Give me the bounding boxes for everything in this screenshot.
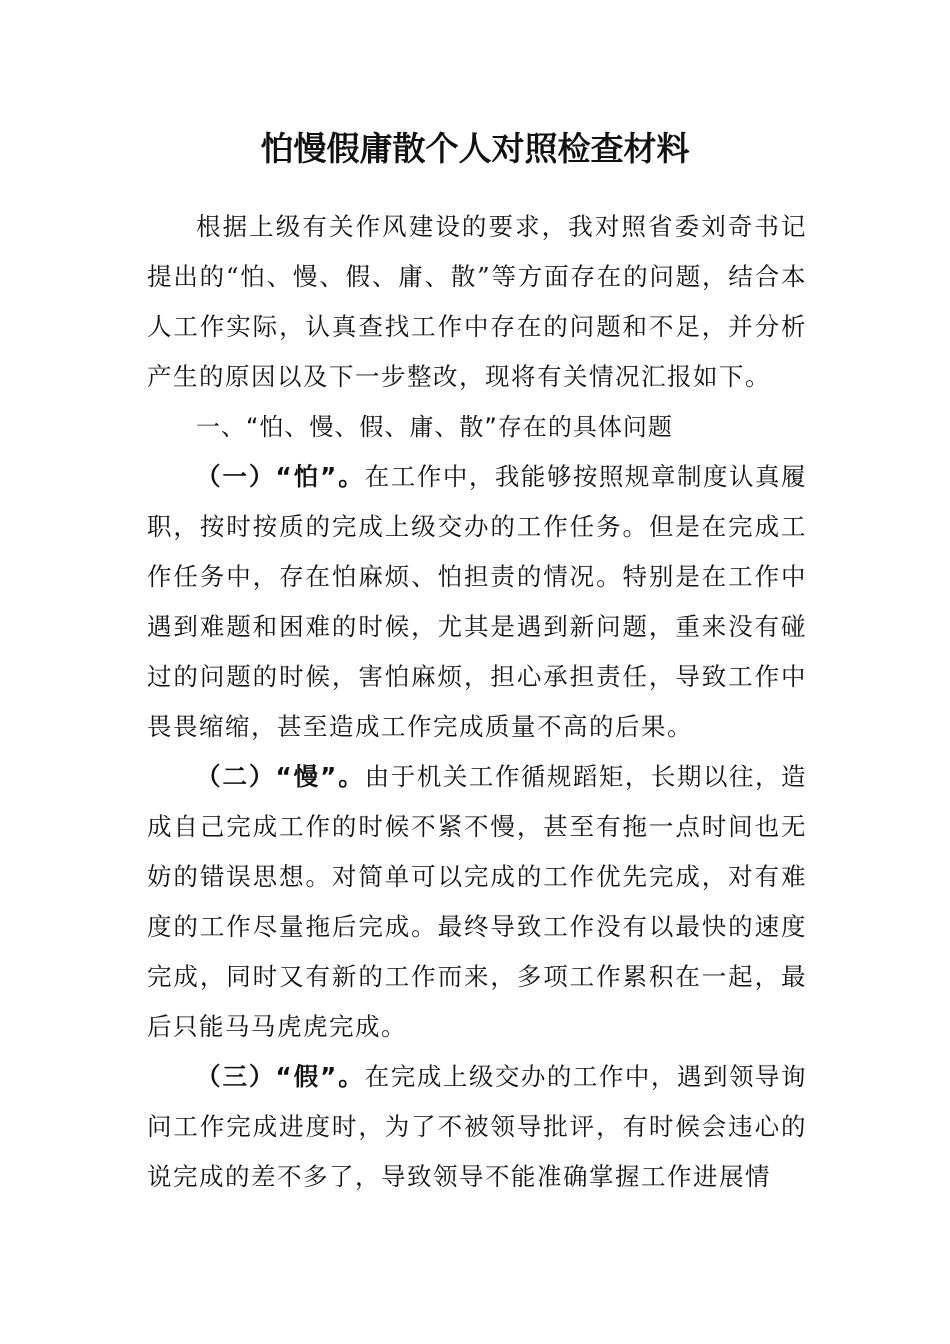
item-text-1: 在工作中，我能够按照规章制度认真履职，按时按质的完成上级交办的工作任务。但是在完成工作任务中，存在怕麻烦、怕担责的情况。特别是在工作中遇到难题和困难的时候，尤其是遇到新问题，重来没有碰过的问题的时候，害怕麻烦，担心承担责任，导致工作中畏畏缩缩，甚至造成工作完成质量不高的后果。 — [147, 462, 807, 741]
item-text-2: 由于机关工作循规蹈矩，长期以往，造成自己完成工作的时候不紧不慢，甚至有拖一点时间也无妨的错误思想。对简单可以完成的工作优先完成，对有难度的工作尽量拖后完成。最终导致工作没有以最快的速度完成，同时又有新的工作而来，多项工作累积在一起，最后只能马马虎虎完成。 — [147, 762, 807, 1041]
item-lead-2: （二）“慢”。 — [196, 762, 365, 791]
item-paragraph-2 — [147, 752, 807, 1052]
document-body — [147, 202, 807, 1202]
item-paragraph-1 — [147, 452, 807, 752]
section-heading: 一、“怕、慢、假、庸、散”存在的具体问题 — [196, 413, 673, 441]
item-paragraph-3 — [147, 1052, 807, 1202]
document-title: 怕慢假庸散个人对照检查材料 — [260, 129, 690, 168]
intro-paragraph: 根据上级有关作风建设的要求，我对照省委刘奇书记提出的“怕、慢、假、庸、散”等方面存在的问题，结合本人工作实际，认真查找工作中存在的问题和不足，并分析产生的原因以及下一步整改，现将有关情况汇报如下。 — [147, 212, 807, 391]
item-lead-1: （一）“怕”。 — [196, 462, 365, 491]
item-text-3: 在完成上级交办的工作中，遇到领导询问工作完成进度时，为了不被领导批评，有时候会违心的说完成的差不多了，导致领导不能准确掌握工作进展情 — [147, 1062, 807, 1191]
item-lead-3: （三）“假”。 — [196, 1062, 365, 1091]
